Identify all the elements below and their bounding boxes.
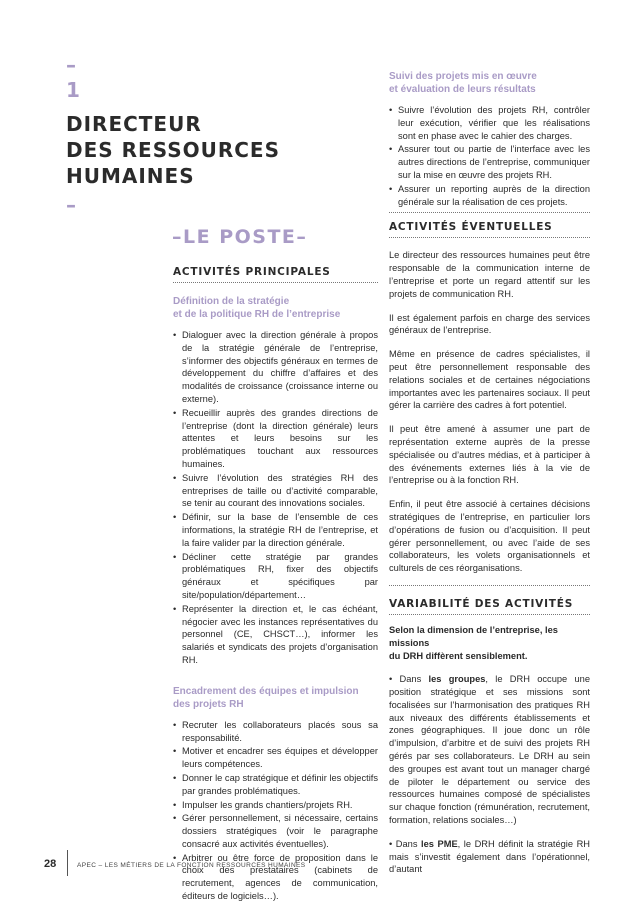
- right-column: [389, 70, 590, 876]
- bullet-prefix: • Dans: [389, 674, 429, 685]
- list-item: • Impulser les grands chantiers/projets RH.: [173, 799, 378, 812]
- paragraph: Même en présence de cadres spécialistes, il peut être personnellement responsable des relations sociales et de certaines négociations importantes avec les partenaires sociaux. Il peut gérer la carrière des cadres à fort potentiel.: [389, 349, 590, 411]
- list-item: • Dialoguer avec la direction générale à propos de la stratégie générale de l’entreprise, s’informer des objectifs généraux en termes de développement du chiffre d’affaires et des modalités de croissance (croissance interne ou externe).: [173, 329, 378, 406]
- paragraph: Le directeur des ressources humaines peut être responsable de la communication interne de l’entreprise et porte un regard attentif sur les projets de communication RH.: [389, 250, 590, 299]
- paragraph: Il est également parfois en charge des services généraux de l’entreprise.: [389, 312, 590, 336]
- heading-activites-eventuelles: ACTIVITÉS ÉVENTUELLES: [389, 221, 590, 238]
- list-item: • Assurer tout ou partie de l’interface avec les autres directions de l’entreprise, communiquer sur la mise en œuvre des projets RH.: [389, 143, 590, 181]
- list-item: • Définir, sur la base de l’ensemble de ces informations, la stratégie RH de l’entreprise, et la faire valider par la direction générale.: [173, 511, 378, 549]
- chapter-title-line: DES RESSOURCES: [66, 138, 280, 162]
- subheading-line: et de la politique RH de l’entreprise: [173, 309, 341, 320]
- chapter-block: [66, 55, 306, 215]
- list-item: • Assurer un reporting auprès de la direction générale sur la réalisation de ces projets.: [389, 183, 590, 209]
- list-item: • Recruter les collaborateurs placés sous sa responsabilité.: [173, 719, 378, 745]
- subheading-encadrement: [173, 685, 378, 711]
- list-item: • Donner le cap stratégique et définir les objectifs par grandes problématiques.: [173, 772, 378, 798]
- list-item: • Gérer personnellement, si nécessaire, certains dossiers stratégiques (voir le paragraphe consacré aux activités éventuelles).: [173, 812, 378, 850]
- paragraph-pme: [389, 838, 590, 876]
- subheading-line: Encadrement des équipes et impulsion: [173, 685, 359, 697]
- heading-activites-principales: ACTIVITÉS PRINCIPALES: [173, 266, 378, 283]
- paragraph-text: , le DRH occupe une position stratégique et ses missions sont focalisées sur l’harmonisation des pratiques RH aux niveaux des différents établissements et zones géographiques. Il joue donc un rôle d’impulsion, d’arbitre et de suivi des projets RH gérés par ses collaborateurs. Le DRH au sein des groupes est avant tout un manager chargé de piloter le département ou service des ressources humaines composé de spécialistes sur chaque fonction (rémunération, recrutement, formation, relations sociales…): [389, 674, 590, 826]
- subheading-definition-strategie: [173, 295, 378, 321]
- paragraph-groupes: [389, 673, 590, 827]
- chapter-title-line: HUMAINES: [66, 164, 195, 188]
- list-item: • Arbitrer ou être force de proposition dans le choix des prestataires (cabinets de recrutement, agences de communication, éditeurs de logiciels…).: [173, 852, 378, 903]
- separator: [389, 585, 590, 586]
- paragraph-text: , le DRH définit la stratégie RH mais s’investit également dans l’opérationnel, d’autant: [389, 838, 591, 875]
- chapter-title-line: DIRECTEUR: [66, 112, 202, 136]
- separator: [389, 212, 590, 213]
- subheading-suivi-projets: [389, 70, 590, 96]
- variabilite-lead: [389, 624, 590, 662]
- lead-line: Selon la dimension de l’entreprise, les missions: [389, 624, 558, 648]
- emphasis-groupes: les groupes: [428, 674, 486, 685]
- list-item: • Suivre l’évolution des stratégies RH des entreprises de taille ou d’activité comparable, se tenir au courant des innovations sociales.: [173, 472, 378, 510]
- lead-line: du DRH diffèrent sensiblement.: [389, 650, 528, 661]
- left-column: [173, 266, 378, 904]
- bullet-list-encadrement: [173, 719, 378, 903]
- footer-text: APEC – LES MÉTIERS DE LA FONCTION RESSOURCES HUMAINES: [77, 862, 306, 869]
- heading-variabilite: VARIABILITÉ DES ACTIVITÉS: [389, 598, 590, 615]
- chapter-number: 1: [66, 78, 80, 102]
- chapter-dash-bottom: –: [66, 193, 76, 217]
- subheading-line: et évaluation de leurs résultats: [389, 84, 536, 95]
- bullet-list-strategie: [173, 329, 378, 667]
- poste-title: –LE POSTE–: [172, 226, 308, 248]
- paragraph: Enfin, il peut être associé à certaines décisions stratégiques de l’entreprise, en particulier lors d’opérations de fusion ou d’acquisition. Il peut gérer personnellement, ou avec l’aide de ses collaborateurs, les volets organisationnels et culturels de ces réorganisations.: [389, 499, 590, 574]
- list-item: • Motiver et encadrer ses équipes et développer leurs compétences.: [173, 745, 378, 771]
- subheading-line: des projets RH: [173, 698, 244, 710]
- bullet-prefix: • Dans: [389, 838, 422, 849]
- footer-rule: [67, 850, 68, 876]
- list-item: • Suivre l’évolution des projets RH, contrôler leur exécution, vérifier que les réalisations sont en phase avec le cahier des charges.: [389, 104, 590, 142]
- bullet-list-suivi: [389, 104, 590, 208]
- list-item: • Décliner cette stratégie par grandes problématiques RH, fixer des objectifs généraux et spécifiques par site/population/département…: [173, 551, 378, 602]
- chapter-dash-top: –: [66, 53, 76, 77]
- paragraph: Il peut être amené à assumer une part de représentation externe auprès de la presse spécialisée ou d’autres médias, et à participer à des événements externes liés à la vie de l’entreprise ou à la fonction RH.: [389, 424, 590, 486]
- emphasis-pme: les PME: [421, 838, 458, 849]
- subheading-line: Définition de la stratégie: [173, 296, 290, 307]
- chapter-title: [66, 111, 306, 189]
- list-item: • Recueillir auprès des grandes directions de l’entreprise (dont la direction générale) leurs attentes et leurs besoins sur les problématiques touchant aux ressources humaines.: [173, 407, 378, 471]
- list-item: • Représenter la direction et, le cas échéant, négocier avec les instances représentatives du personnel (CE, CHSCT…), informer les salariés et syndicats des projets d’organisation RH.: [173, 603, 378, 667]
- page-number: 28: [44, 858, 57, 870]
- subheading-line: Suivi des projets mis en œuvre: [389, 71, 537, 82]
